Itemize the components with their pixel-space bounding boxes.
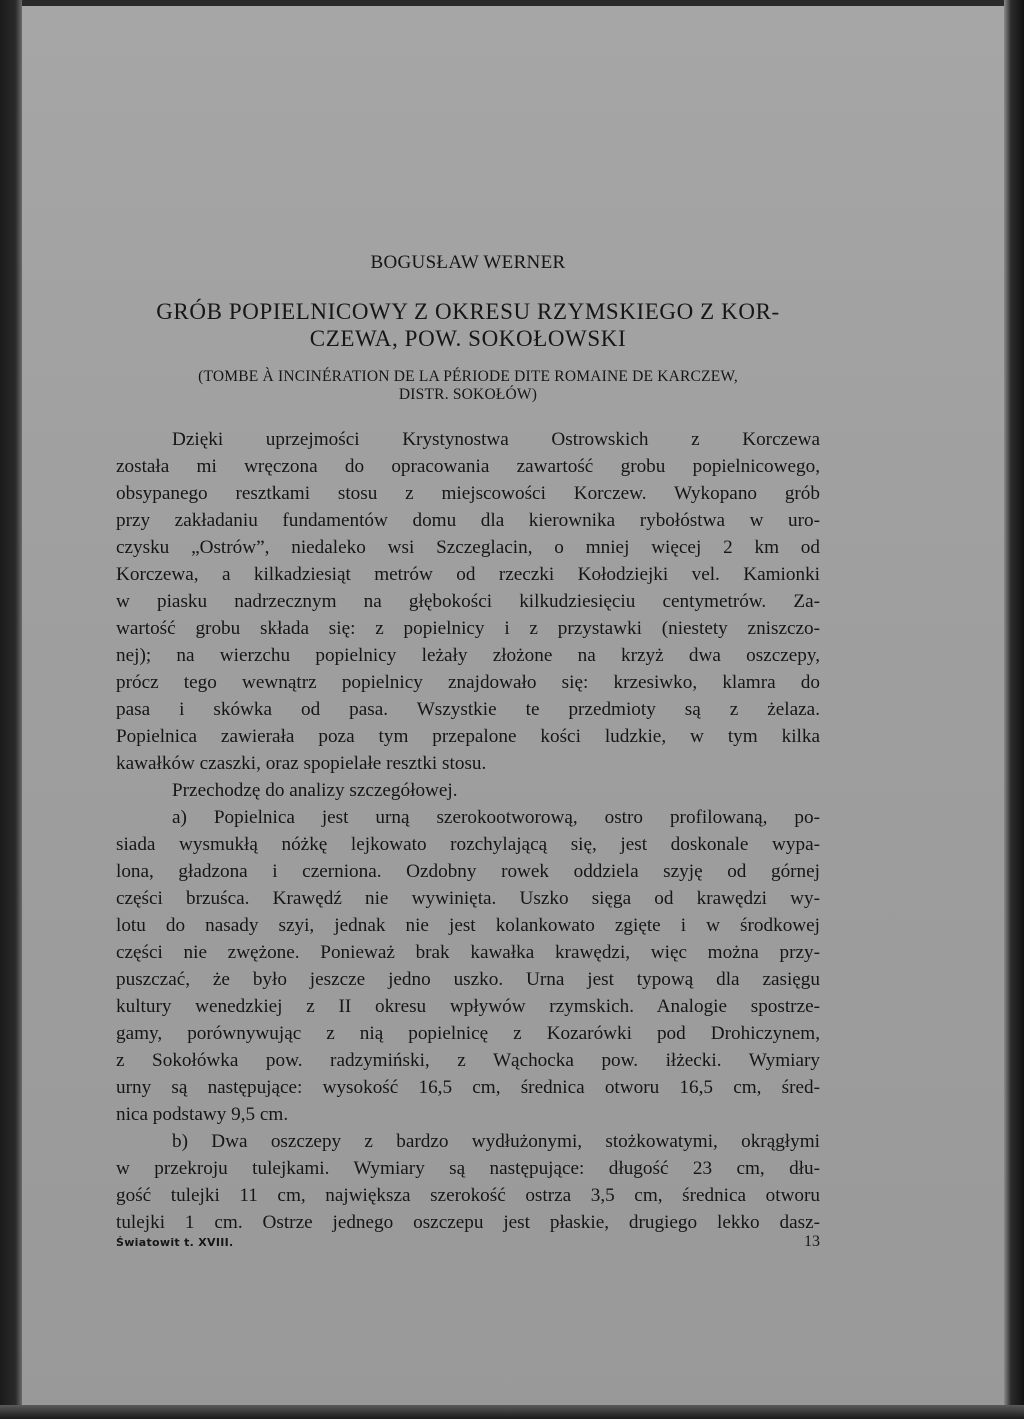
body-line: lona, gładzona i czerniona. Ozdobny rowek oddziela szyję od górnej bbox=[116, 861, 820, 882]
body-line: siada wysmukłą nóżkę lejkowato rozchylającą się, jest doskonale wypa- bbox=[116, 834, 820, 855]
title-line: CZEWA, POW. SOKOŁOWSKI bbox=[309, 326, 627, 351]
body-line: Popielnica zawierała poza tym przepalone kości ludzkie, w tym kilka bbox=[116, 726, 820, 747]
body-line: części nie zwężone. Ponieważ brak kawałka krawędzi, więc można przy- bbox=[116, 942, 820, 963]
scan-edge-left bbox=[0, 0, 22, 1419]
body-line: w przekroju tulejkami. Wymiary są następujące: długość 23 cm, dłu- bbox=[116, 1158, 820, 1179]
body-line: kawałków czaszki, oraz spopielałe resztki stosu. bbox=[116, 753, 487, 774]
body-line: czysku „Ostrów”, niedaleko wsi Szczeglacin, o mniej więcej 2 km od bbox=[116, 537, 820, 558]
body-line: wartość grobu składa się: z popielnicy i z przystawki (niestety zniszczo- bbox=[116, 618, 820, 639]
scan-edge-right bbox=[1004, 0, 1024, 1419]
body-line: obsypanego resztkami stosu z miejscowości Korczew. Wykopano grób bbox=[116, 483, 820, 504]
body-line: tulejki 1 cm. Ostrze jednego oszczepu jest płaskie, drugiego lekko dasz- bbox=[116, 1212, 820, 1233]
body-line: gamy, porównywując z nią popielnicę z Kozarówki pod Drohiczynem, bbox=[116, 1023, 820, 1044]
article-title bbox=[116, 298, 820, 352]
page-footer bbox=[116, 1233, 820, 1256]
body-line: kultury wenedzkiej z II okresu wpływów rzymskich. Analogie spostrze- bbox=[116, 996, 820, 1017]
body-line: gość tulejki 11 cm, największa szerokość ostrza 3,5 cm, średnica otworu bbox=[116, 1185, 820, 1206]
body-line: urny są następujące: wysokość 16,5 cm, średnica otworu 16,5 cm, śred- bbox=[116, 1077, 820, 1098]
article-subtitle bbox=[116, 368, 820, 404]
body-line: Korczewa, a kilkadziesiąt metrów od rzeczki Kołodziejki vel. Kamionki bbox=[116, 564, 820, 585]
journal-reference: Światowit t. XVIII. bbox=[116, 1236, 234, 1249]
body-line: b) Dwa oszczepy z bardzo wydłużonymi, stożkowatymi, okrągłymi bbox=[172, 1131, 820, 1152]
body-line: nej); na wierzchu popielnicy leżały złożone na krzyż dwa oszczepy, bbox=[116, 645, 820, 666]
body-line: Dzięki uprzejmości Krystynostwa Ostrowskich z Korczewa bbox=[172, 429, 820, 450]
subtitle-line: (TOMBE À INCINÉRATION DE LA PÉRIODE DITE ROMAINE DE KARCZEW, bbox=[198, 368, 738, 385]
body-line: przy zakładaniu fundamentów domu dla kierownika rybołóstwa w uro- bbox=[116, 510, 820, 531]
body-line: pasa i skówka od pasa. Wszystkie te przedmioty są z żelaza. bbox=[116, 699, 820, 720]
scan-edge-top bbox=[0, 0, 1024, 6]
title-line: GRÓB POPIELNICOWY Z OKRESU RZYMSKIEGO Z KOR- bbox=[156, 299, 780, 324]
body-line: a) Popielnica jest urną szerokootworową, ostro profilowaną, po- bbox=[172, 807, 820, 828]
body-line: prócz tego wewnątrz popielnicy znajdowało się: krzesiwko, klamra do bbox=[116, 672, 820, 693]
body-line: lotu do nasady szyi, jednak nie jest kolankowato zgięte i w środkowej bbox=[116, 915, 820, 936]
body-line: części brzuśca. Krawędź nie wywinięta. Uszko sięga od krawędzi wy- bbox=[116, 888, 820, 909]
body-line: w piasku nadrzecznym na głębokości kilkudziesięciu centymetrów. Za- bbox=[116, 591, 820, 612]
body-line: nica podstawy 9,5 cm. bbox=[116, 1104, 289, 1125]
page-number: 13 bbox=[804, 1233, 820, 1250]
body-line: Przechodzę do analizy szczegółowej. bbox=[172, 780, 458, 801]
body-line: puszczać, że było jeszcze jedno uszko. Urna jest typową dla zasięgu bbox=[116, 969, 820, 990]
body-line: z Sokołówka pow. radzymiński, z Wąchocka pow. iłżecki. Wymiary bbox=[116, 1050, 820, 1071]
scan-edge-bottom bbox=[0, 1405, 1024, 1419]
body-line: została mi wręczona do opracowania zawartość grobu popielnicowego, bbox=[116, 456, 820, 477]
author-name: BOGUSŁAW WERNER bbox=[370, 252, 566, 273]
article-body bbox=[116, 426, 820, 1236]
subtitle-line: DISTR. SOKOŁÓW) bbox=[398, 386, 538, 403]
